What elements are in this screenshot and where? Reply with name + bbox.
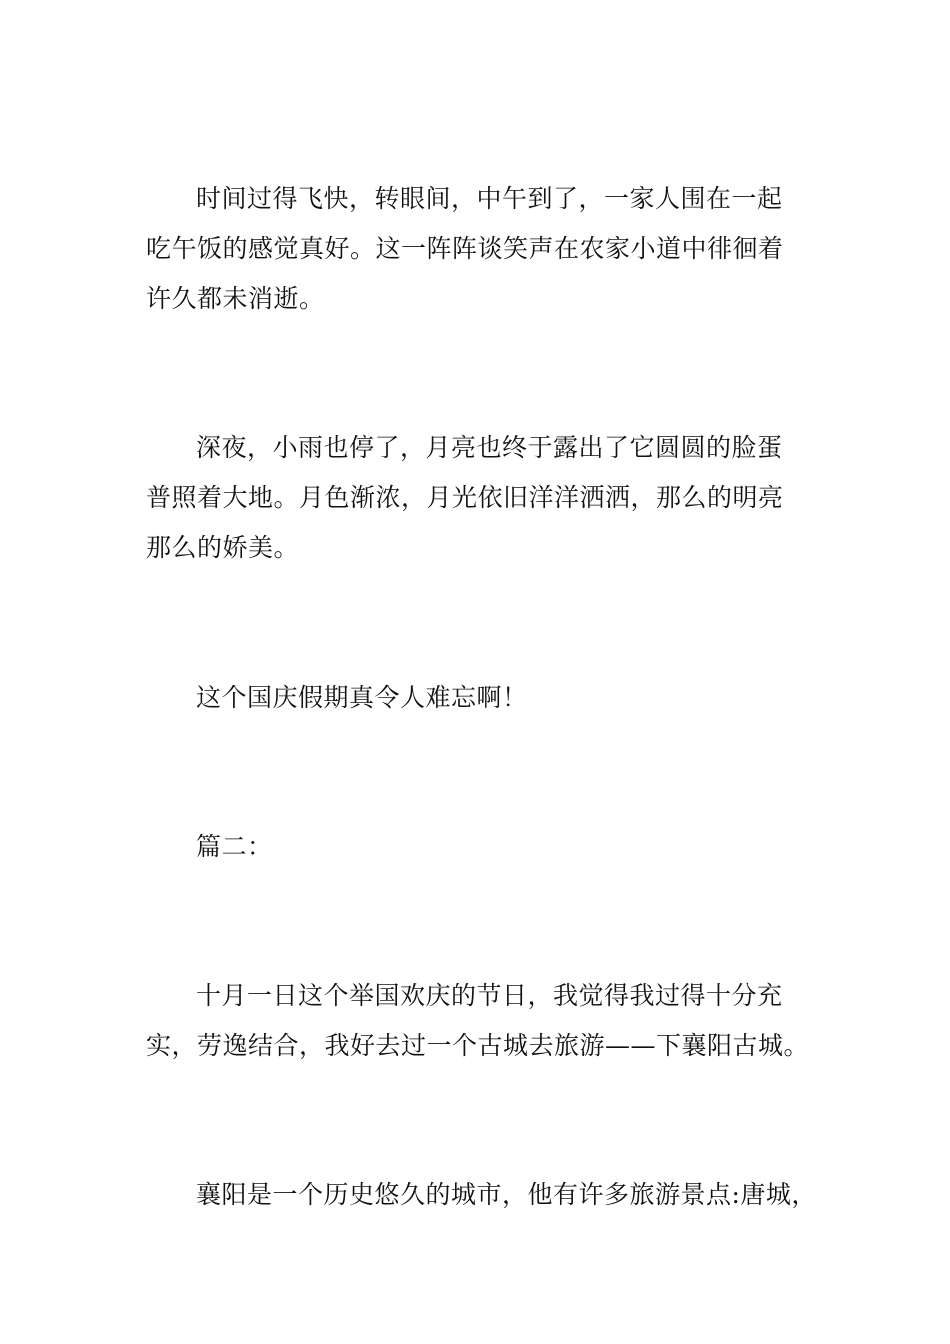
- section-heading: 篇二：: [196, 832, 273, 861]
- paragraph-6-line-1: 襄阳是一个历史悠久的城市，他有许多旅游景点:唐城，: [196, 1180, 817, 1209]
- paragraph-5-line-1: 十月一日这个举国欢庆的节日，我觉得我过得十分充: [196, 981, 783, 1010]
- paragraph-2-line-1: 深夜，小雨也停了，月亮也终于露出了它圆圆的脸蛋: [196, 433, 783, 462]
- paragraph-2-line-2: 普照着大地。月色渐浓，月光依旧洋洋洒洒，那么的明亮: [146, 483, 784, 512]
- paragraph-5-line-2: 实，劳逸结合，我好去过一个古城去旅游——下襄阳古城。: [146, 1031, 810, 1060]
- paragraph-1-line-3: 许久都未消逝。: [146, 284, 325, 313]
- paragraph-2-line-3: 那么的娇美。: [146, 533, 300, 562]
- paragraph-1-line-1: 时间过得飞快，转眼间，中午到了，一家人围在一起: [196, 184, 783, 213]
- paragraph-1-line-2: 吃午饭的感觉真好。这一阵阵谈笑声在农家小道中徘徊着: [146, 234, 784, 263]
- paragraph-3-line-1: 这个国庆假期真令人难忘啊！: [196, 683, 528, 712]
